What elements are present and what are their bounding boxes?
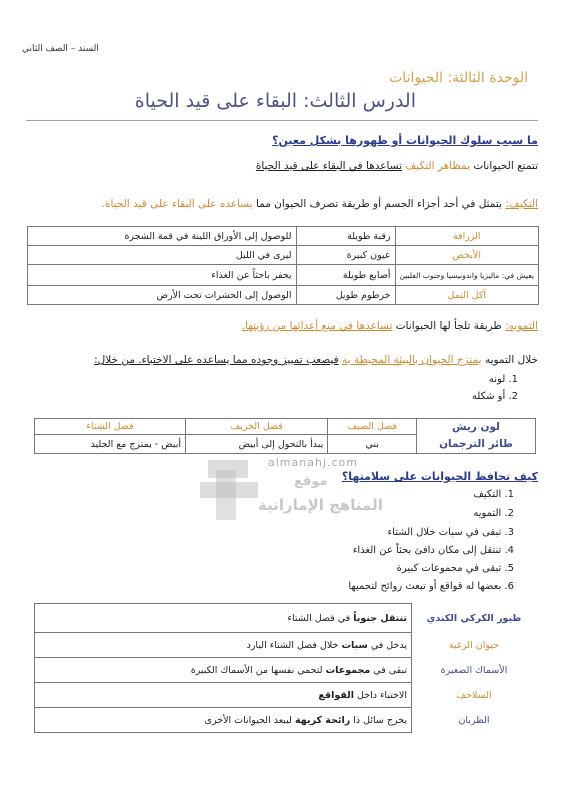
adaptation-definition: التكيف: يتمثل في أحد أجزاء الجسم أو طريقة تصرف الحيوان مما يساعده على البقاء على قيد الحياة. xyxy=(101,198,538,210)
behavior-cell: تنتقل جنوباً في فصل الشتاء xyxy=(35,604,412,633)
animal-cell: آكل النمل xyxy=(395,286,538,305)
list-item: 2. التمويه xyxy=(473,508,514,519)
table-row xyxy=(28,265,539,286)
camouflage-definition: التمويه: طريقة تلجأ لها الحيوانات تساعدها في منع أعدائها من رؤيتها. xyxy=(241,320,538,332)
purpose-cell: الوصول إلى الحشرات تحت الأرض xyxy=(28,286,297,305)
purpose-cell: يحفر باحثاً عن الغذاء xyxy=(28,265,297,286)
table-row xyxy=(35,683,537,708)
lesson-title: الدرس الثالث: البقاء على قيد الحياة xyxy=(134,90,416,112)
table-row xyxy=(35,633,537,658)
header-note: السند – الصف الثاني xyxy=(22,44,99,54)
table-row xyxy=(35,708,537,733)
ptarmigan-table xyxy=(34,418,536,454)
animal-cell: الأبخص xyxy=(395,246,538,265)
season-header: فصل الصيف xyxy=(328,419,417,435)
list-item: 2. أو شكله xyxy=(471,391,518,402)
animal-cell: الزرافة xyxy=(395,227,538,246)
animal-cell: الظربان xyxy=(458,714,490,726)
table-row xyxy=(28,227,539,246)
animal-cell: حيوان الزغبة xyxy=(449,639,499,651)
table-row xyxy=(35,658,537,683)
row-label: لون ريش طائر الترجمان xyxy=(417,419,536,454)
purpose-cell: للوصول إلى الأوراق اللينة في قمة الشجرة xyxy=(28,227,297,246)
list-item: 6. بعضها له قواقع أو تبعث روائح لتحميها xyxy=(348,581,514,592)
adaptation-table xyxy=(27,226,539,305)
intro-line: تتمتع الحيوانات بمظاهر التكيف تساعدها في البقاء على قيد الحياة xyxy=(255,160,538,172)
season-value: بني xyxy=(328,435,417,454)
watermark: almanahj.com موقع المناهج الإماراتية xyxy=(198,452,374,530)
behavior-cell: يدخل في سبات خلال فصل الشتاء البارد xyxy=(35,633,412,658)
animal-cell: الأسماك الصغيرة xyxy=(440,664,508,676)
aye-aye-note: يعيش في: ماليزيا واندونيسيا وجنوب الفلبين xyxy=(395,265,538,286)
list-item: 1. لونه xyxy=(488,374,518,385)
feature-cell: رقبة طويلة xyxy=(296,227,395,246)
feature-cell: خرطوم طويل xyxy=(296,286,395,305)
season-header: فصل الخريف xyxy=(186,419,328,435)
purpose-cell: ليرى في الليل xyxy=(28,246,297,265)
season-value: أبيض - يمتزج مع الجليد xyxy=(35,435,186,454)
list-item: 1. التكيف xyxy=(473,489,514,500)
season-value: يبدأ بالتحول إلى أبيض xyxy=(186,435,328,454)
table-row xyxy=(35,604,537,633)
behavior-cell: تبقى في مجموعات لتحمي نفسها من الأسماك الكبيرة xyxy=(35,658,412,683)
question-2: كيف تحافظ الحيوانات على سلامتها؟ xyxy=(341,470,538,483)
camouflage-line: خلال التمويه يمتزج الحيوان بالبيئة المحيطة به فيصعب تمييز وجوده مما يساعده على الاختباء. من خلال: xyxy=(94,354,538,366)
table-row xyxy=(28,286,539,305)
feature-cell: عيون كبيرة xyxy=(296,246,395,265)
feature-cell: أصابع طويلة xyxy=(296,265,395,286)
question-1: ما سبب سلوك الحيوانات أو ظهورها بشكل معين؟ xyxy=(272,134,538,147)
table-row xyxy=(28,246,539,265)
season-header: فصل الشتاء xyxy=(35,419,186,435)
behavior-cell: يخرج سائل ذا رائحة كريهة ليبعد الحيوانات الأخرى xyxy=(35,708,412,733)
table-row xyxy=(35,419,536,435)
animal-cell: السلاحف xyxy=(456,689,492,701)
unit-title: الوحدة الثالثة: الحيوانات xyxy=(389,70,528,86)
list-item: 4. تنتقل إلى مكان دافئ بحثاً عن الغذاء xyxy=(352,545,514,556)
title-divider xyxy=(26,120,538,121)
list-item: 5. تبقى في مجموعات كبيرة xyxy=(396,563,514,574)
behavior-cell: الاختباء داخل القواقع xyxy=(35,683,412,708)
behavior-table xyxy=(34,603,536,733)
animal-cell: طيور الكركي الكندي xyxy=(426,612,522,624)
list-item: 3. تبقى في سبات خلال الشتاء xyxy=(387,527,514,538)
